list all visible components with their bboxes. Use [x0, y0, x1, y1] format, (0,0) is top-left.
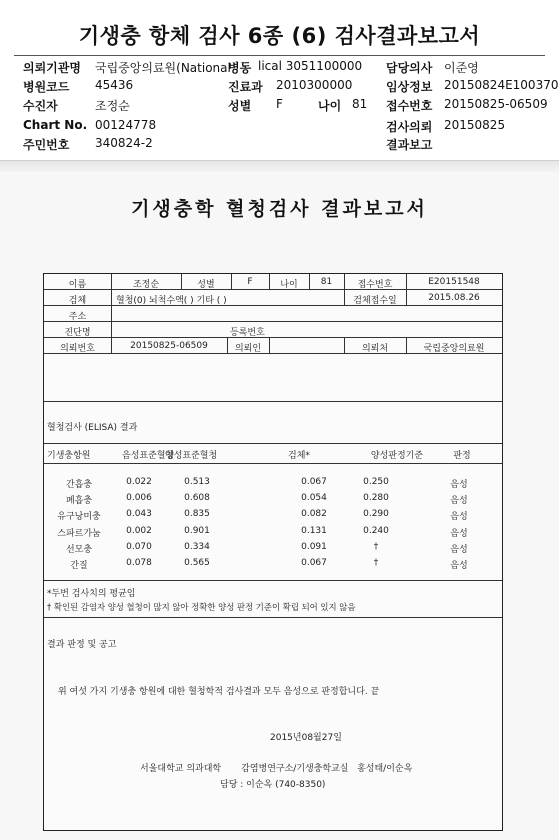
table-cell: 0.280 [363, 493, 389, 504]
column-header: 양성판정기준 [370, 451, 424, 461]
name-label: 이름 [68, 280, 87, 290]
row-antigen: 폐흡충 [65, 496, 93, 507]
specimen-label: 검체 [68, 296, 87, 306]
chart-no-value: 00124778 [95, 118, 157, 132]
table-cell: † [373, 541, 379, 552]
sex-value: F [276, 97, 283, 111]
table-cell: 0.565 [184, 558, 210, 568]
table-cell: 0.835 [184, 509, 210, 520]
examinee-value: 조정순 [95, 99, 130, 113]
column-header: 양성표준혈청 [165, 451, 218, 461]
table-cell: 0.290 [363, 509, 389, 520]
report-header [0, 0, 559, 162]
table-cell: 0.002 [126, 525, 152, 536]
table-cell: 0.078 [126, 558, 152, 568]
request-label: 검사의뢰 [386, 120, 433, 134]
table-cell: 음성 [450, 561, 468, 571]
table-header-line [44, 463, 502, 464]
report-title: 기생충 항체 검사 6종 (6) 검사결과보고서 [78, 24, 481, 48]
field-chart-no [23, 118, 157, 132]
scanned-report [0, 172, 559, 840]
request-no-label: 의뢰번호 [60, 344, 95, 354]
resident-no-value: 340824-2 [95, 136, 153, 150]
table-cell: 음성 [450, 496, 468, 507]
field-institution [23, 59, 231, 76]
hospital-no-label: 병동 [228, 61, 252, 75]
receipt-label: 접수번호 [386, 99, 433, 113]
institution-label: 의뢰기관명 [23, 61, 81, 75]
section-line [44, 580, 502, 581]
clinical-value: 20150824E100370 [444, 78, 559, 92]
doctor-value: 이준영 [444, 61, 479, 75]
hospital-code-label: 병원코드 [23, 80, 70, 94]
field-report [386, 136, 432, 153]
report-date: 2015년08월27일 [270, 733, 342, 743]
table-cell: 음성 [450, 544, 468, 555]
field-hospital-code [23, 78, 134, 95]
column-header: 검체* [288, 451, 310, 461]
section-line [44, 401, 502, 402]
table-cell: 0.240 [363, 525, 389, 536]
table-cell: 0.608 [184, 493, 210, 504]
request-place-label: 의뢰처 [361, 344, 389, 354]
table-cell: 0.054 [301, 493, 327, 504]
table-cell: 음성 [450, 480, 468, 490]
scanned-report-title: 기생충학 혈청검사 결과보고서 [131, 198, 428, 220]
report-form [43, 273, 503, 831]
table-header-line [44, 443, 502, 444]
table-cell: 0.334 [184, 541, 210, 552]
result-title: 결과 판정 및 공고 [47, 640, 117, 650]
field-receipt [386, 97, 548, 114]
diagnosis-label: 진단명 [64, 328, 91, 338]
table-cell: 0.250 [363, 477, 389, 487]
row-line [44, 305, 502, 306]
doctor-label: 담당의사 [386, 61, 433, 75]
hospital-code-value: 45436 [95, 78, 134, 92]
table-cell: 음성 [450, 512, 468, 523]
specimen-date-value: 2015.08.26 [428, 293, 480, 303]
row-line [44, 321, 502, 322]
row-antigen: 선모충 [65, 544, 93, 555]
specimen-value: 혈청(0) 뇌척수액( ) 기타 ( ) [116, 296, 227, 306]
field-doctor [386, 59, 479, 76]
receipt-value: 20150825-06509 [444, 97, 548, 111]
table-cell: 0.070 [126, 541, 152, 552]
receipt-label: 접수번호 [357, 280, 393, 290]
table-cell: 0.901 [184, 525, 210, 536]
sex-value: F [247, 277, 253, 287]
row-antigen: 스파르가눔 [57, 528, 101, 539]
request-no-value: 20150825-06509 [130, 341, 208, 351]
age-value: 81 [320, 277, 333, 287]
table-cell: 0.131 [301, 525, 327, 536]
resident-no-label: 주민번호 [23, 138, 70, 152]
field-age [318, 97, 368, 114]
column-header: 음성표준혈청 [122, 451, 175, 461]
name-value: 조정순 [132, 280, 160, 290]
hospital-no-value: lical 3051100000 [258, 59, 363, 73]
table-cell: † [373, 558, 379, 568]
footnote-average: *두번 검사치의 평균임 [47, 589, 136, 599]
receipt-value: E20151548 [428, 277, 480, 287]
age-value: 81 [352, 97, 368, 111]
field-resident-no [23, 136, 153, 153]
registration-label: 등록번호 [230, 328, 265, 338]
request-value: 20150825 [444, 118, 506, 132]
result-text: 위 여섯 가지 기생충 항원에 대한 혈청학적 검사결과 모두 음성으로 판정합니다. 끝 [58, 687, 380, 697]
report-contact: 담당 : 이순옥 (740-8350) [220, 780, 326, 790]
field-sex [228, 97, 283, 114]
column-header: 판정 [453, 451, 471, 461]
elisa-title: 혈청검사 (ELISA) 결과 [47, 423, 138, 433]
table-cell: 0.067 [301, 558, 327, 568]
table-cell: 0.091 [301, 541, 327, 552]
header-rule [14, 55, 545, 56]
row-antigen: 유구낭미충 [57, 512, 101, 523]
age-label: 나이 [280, 280, 298, 290]
dept-value: 2010300000 [276, 78, 353, 92]
column-header: 기생충항원 [47, 451, 91, 461]
requester-label: 의뢰인 [234, 344, 262, 354]
row-antigen: 간흡충 [65, 480, 93, 490]
table-cell: 0.022 [126, 477, 152, 487]
age-label: 나이 [318, 99, 342, 113]
row-line [44, 337, 502, 338]
dept-label: 진료과 [228, 80, 263, 94]
field-clinical [386, 78, 559, 95]
table-cell: 0.082 [301, 509, 327, 520]
footnote-criteria: † 확인된 감염자 양성 혈청이 많지 않아 정확한 양성 판정 기준이 확립 되어 있지 않음 [47, 602, 356, 612]
sex-label: 성별 [197, 280, 215, 290]
sex-label: 성별 [228, 99, 252, 113]
section-line [44, 617, 502, 618]
address-label: 주소 [68, 312, 87, 322]
clinical-label: 임상정보 [386, 80, 433, 94]
examinee-label: 수진자 [23, 99, 58, 113]
field-examinee [23, 97, 130, 114]
report-label: 결과보고 [386, 138, 433, 152]
report-organization: 서울대학교 의과대학 감염병연구소/기생충학교실 홍성태/이순옥 [140, 764, 413, 774]
table-cell: 음성 [450, 528, 468, 539]
request-place-value: 국립중앙의료원 [423, 344, 485, 354]
col-line [269, 337, 270, 353]
institution-value: 국립중앙의료원(National [95, 61, 231, 75]
chart-no-label: Chart No. [23, 118, 88, 132]
field-request [386, 118, 506, 135]
table-cell: 0.006 [126, 493, 152, 504]
field-hospital-no [228, 59, 363, 76]
table-cell: 0.513 [184, 477, 210, 487]
table-cell: 0.043 [126, 509, 152, 520]
specimen-date-label: 검체접수일 [353, 296, 397, 306]
table-cell: 0.067 [301, 477, 327, 487]
row-antigen: 간질 [70, 561, 88, 571]
field-dept [228, 78, 353, 95]
